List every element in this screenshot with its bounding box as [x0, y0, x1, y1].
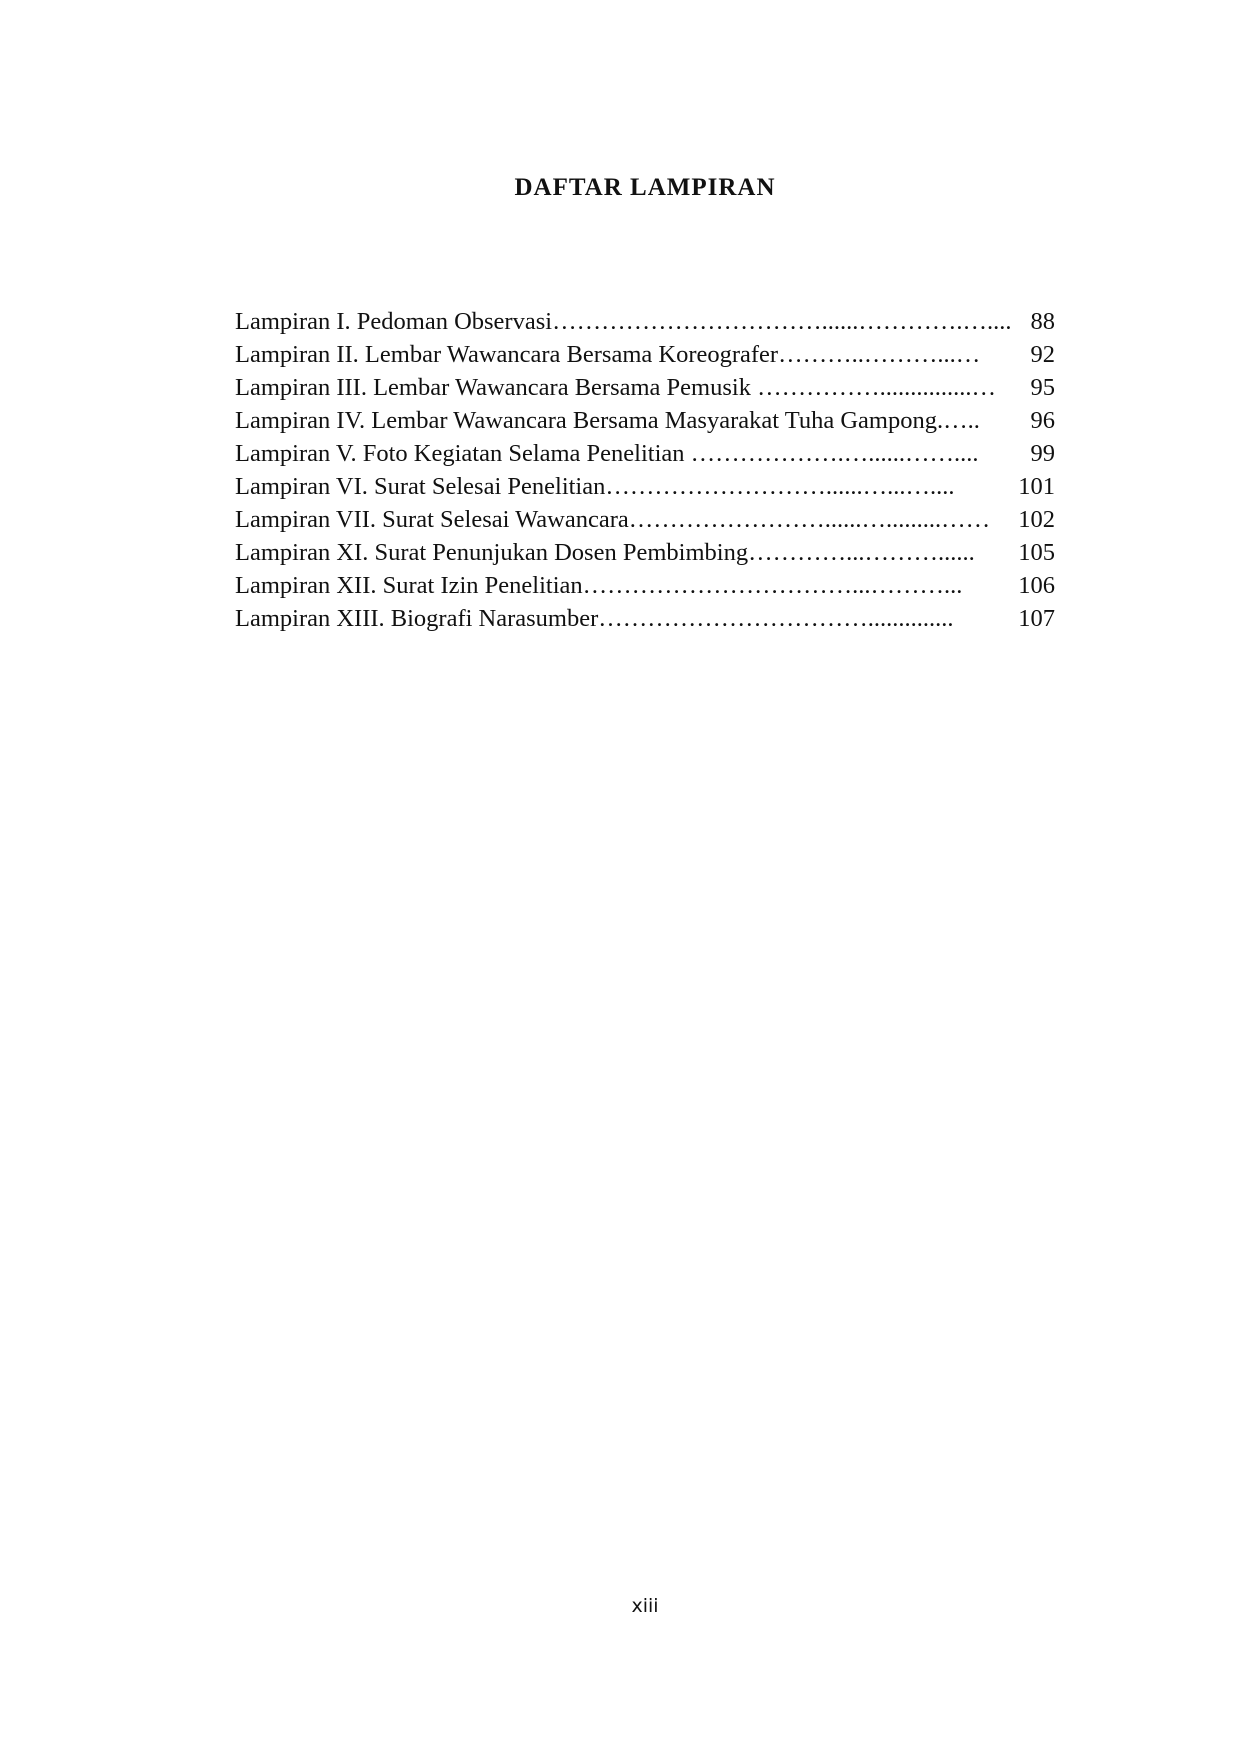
toc-dot-leader: .…..	[936, 407, 980, 434]
page-title: DAFTAR LAMPIRAN	[514, 174, 776, 201]
toc-entry-label	[235, 470, 954, 503]
toc-entry[interactable]	[235, 470, 1055, 503]
toc-entry-title: Lampiran II. Lembar Wawancara Bersama Koreografer	[235, 341, 779, 368]
toc-entry[interactable]	[235, 602, 1055, 635]
toc-dot-leader: ……………….…......……....	[690, 440, 979, 467]
toc-list	[235, 305, 1055, 635]
toc-entry-title: Lampiran V. Foto Kegiatan Selama Penelitian	[235, 440, 691, 467]
toc-entry[interactable]	[235, 305, 1055, 338]
toc-entry-label	[235, 569, 962, 602]
toc-entry-page: 107	[1018, 605, 1055, 632]
toc-entry-page: 96	[1030, 407, 1055, 434]
toc-entry-label	[235, 404, 980, 437]
page-number: xiii	[631, 1595, 659, 1617]
toc-entry-page: 99	[1030, 440, 1055, 467]
toc-entry[interactable]	[235, 404, 1055, 437]
toc-dot-leader: ……………………………..............	[598, 605, 954, 632]
toc-entry-title: Lampiran VII. Surat Selesai Wawancara	[235, 506, 629, 533]
toc-entry-title: Lampiran XIII. Biografi Narasumber	[235, 605, 599, 632]
toc-entry[interactable]	[235, 437, 1055, 470]
toc-dot-leader: ……………………………......………….…....	[552, 308, 1012, 335]
toc-entry-page: 95	[1030, 374, 1055, 401]
toc-entry-title: Lampiran I. Pedoman Observasi	[235, 308, 553, 335]
toc-entry-page: 106	[1018, 572, 1055, 599]
toc-dot-leader: ……………………......….........……	[628, 506, 991, 533]
toc-entry[interactable]	[235, 569, 1055, 602]
toc-entry[interactable]	[235, 371, 1055, 404]
toc-entry-title: Lampiran XI. Surat Penunjukan Dosen Pembimbing	[235, 539, 749, 566]
toc-dot-leader: ……………...............…	[757, 374, 996, 401]
toc-entry-title: Lampiran IV. Lembar Wawancara Bersama Masyarakat Tuha Gampong	[235, 407, 937, 434]
toc-dot-leader: ………..………...…	[778, 341, 981, 368]
toc-entry[interactable]	[235, 338, 1055, 371]
toc-entry-label	[235, 437, 979, 470]
toc-entry-page: 101	[1018, 473, 1055, 500]
toc-entry-title: Lampiran XII. Surat Izin Penelitian	[235, 572, 583, 599]
toc-entry-label	[235, 536, 975, 569]
toc-entry-label	[235, 338, 980, 371]
toc-dot-leader: ……………………………...………...	[582, 572, 963, 599]
toc-entry-title: Lampiran VI. Surat Selesai Penelitian	[235, 473, 606, 500]
toc-dot-leader: ………………………......…...…....	[605, 473, 955, 500]
toc-entry-label	[235, 371, 996, 404]
toc-entry[interactable]	[235, 536, 1055, 569]
toc-entry-page: 88	[1030, 308, 1055, 335]
toc-entry-page: 102	[1018, 506, 1055, 533]
toc-entry-page: 92	[1030, 341, 1055, 368]
toc-dot-leader: …………...………......	[748, 539, 975, 566]
toc-entry-label	[235, 305, 1011, 338]
toc-entry-label	[235, 602, 954, 635]
toc-entry-title: Lampiran III. Lembar Wawancara Bersama Pemusik	[235, 374, 758, 401]
toc-entry-page: 105	[1018, 539, 1055, 566]
toc-entry[interactable]	[235, 503, 1055, 536]
toc-entry-label	[235, 503, 990, 536]
